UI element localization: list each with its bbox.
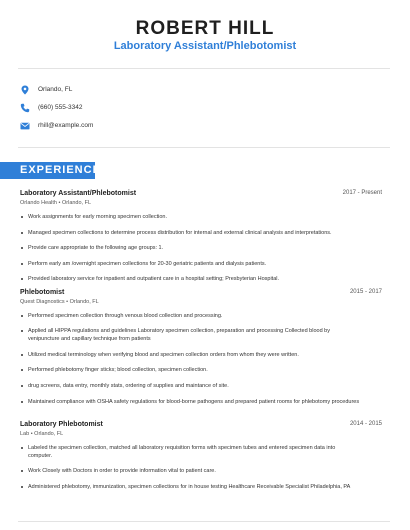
job-title: Laboratory Assistant/Phlebotomist: [20, 190, 137, 197]
job-title: Laboratory Phlebotomist: [20, 421, 103, 428]
job-location: Orlando, FL: [34, 431, 64, 437]
contact-email: [20, 121, 320, 133]
job-dates: 2015 - 2017: [349, 289, 382, 295]
header-divider: [18, 68, 390, 69]
bottom-divider: [18, 521, 390, 522]
job-location: Orlando, FL: [69, 299, 99, 305]
job-location: Orlando, FL: [61, 200, 92, 206]
phone-text: (660) 555-3342: [38, 104, 83, 111]
job-employer-line: Orlando Health • Orlando, FL: [20, 200, 92, 206]
job-employer-line: Quest Diagnostics • Orlando, FL: [20, 299, 99, 305]
job-employer: Lab: [20, 431, 30, 437]
contact-divider: [18, 147, 390, 148]
contact-phone: [20, 103, 320, 115]
envelope-icon: [20, 121, 30, 131]
contact-location: [20, 85, 320, 97]
phone-icon: [20, 103, 30, 113]
candidate-name: ROBERT HILL: [135, 18, 275, 39]
job-employer: Quest Diagnostics: [20, 299, 65, 305]
resume-page: ROBERT HILL Laboratory Assistant/Phlebotomist Orlando, FL (660) 555-3342 rhill@example.com EXPERIENCE Laboratory Assistant/Phlebotomist 2017 - Present Orlando Health • Orlando, FL Work assignments for early morning specimen collection. Managed specimen collections to determine process distribution for internal and external clinical analysis and interpretations. Provide care appropriate to the following age groups: 1. Perform early am /overnight specimen collections for 20-30 geriatric patients and dialysis patients. Provided laboratory service for inpatient and outpatient care in a hospital setting; Presbyterian Hospital. Phlebotomist 2015 - 2017 Quest Diagnostics • Orlando, FL Performed specimen collection through venous blood collection and processing. Applied all HIPPA regulations and guidelines Laboratory specimen collection, preparation and processing Collected blood by venipuncture and capillary technique from patients Utilized medical terminology when verifying blood and specimen collection orders from whom they were written. Performed phlebotomy finger sticks; blood collection, specimen collection. drug screens, data entry, monthly stats, ordering of supplies and maintance of site. Maintained compliance with OSHA safety regulations for blood-borne pathogens and prepared patient rooms for phlebotomy procedures Laboratory Phlebotomist 2014 - 2015 Lab • Orlando, FL Labeled the specimen collection, matched all laboratory requisition forms with specimen tubes and entered specimen data into computer. Work Closely with Doctors in order to provide information vital to patient care. Administered phlebotomy, immunization, specimen collections for in house testing Healthcare Receivable Specialist Philadelphia, PA: [0, 0, 410, 530]
job-title: Phlebotomist: [20, 289, 65, 296]
job-employer-line: Lab • Orlando, FL: [20, 431, 64, 437]
experience-section-title: EXPERIENCE: [20, 164, 101, 176]
job-employer: Orlando Health: [20, 200, 57, 206]
email-text[interactable]: rhill@example.com: [38, 122, 94, 129]
job-dates: 2017 - Present: [342, 190, 382, 196]
location-pin-icon: [20, 85, 30, 95]
location-text: Orlando, FL: [38, 86, 73, 93]
job-dates: 2014 - 2015: [349, 421, 382, 427]
candidate-title: Laboratory Assistant/Phlebotomist: [113, 40, 297, 52]
